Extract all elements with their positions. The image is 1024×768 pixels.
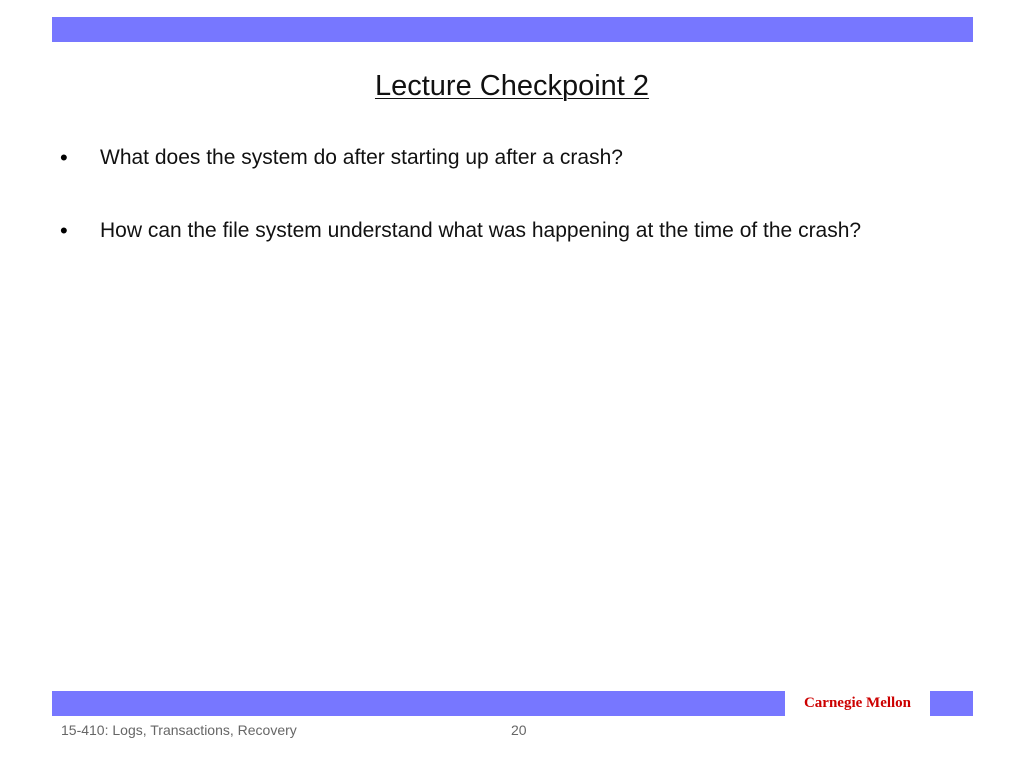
- bullet-text: How can the file system understand what was happening at the time of the crash?: [100, 219, 862, 242]
- bullet-marker: •: [60, 218, 68, 243]
- bullet-item: [0, 140, 1024, 176]
- footer-course-label: 15-410: Logs, Transactions, Recovery: [61, 722, 297, 738]
- top-accent-bar: [52, 17, 973, 42]
- bullet-item: [0, 213, 1024, 249]
- brand-label: Carnegie Mellon: [803, 695, 912, 711]
- bottom-accent-bar-end: [930, 691, 973, 716]
- bullet-marker: •: [60, 145, 68, 170]
- bullet-text: What does the system do after starting up after a crash?: [100, 146, 623, 169]
- bottom-accent-bar: [52, 691, 785, 716]
- page-number: 20: [511, 722, 527, 738]
- slide-title: Lecture Checkpoint 2: [374, 70, 650, 102]
